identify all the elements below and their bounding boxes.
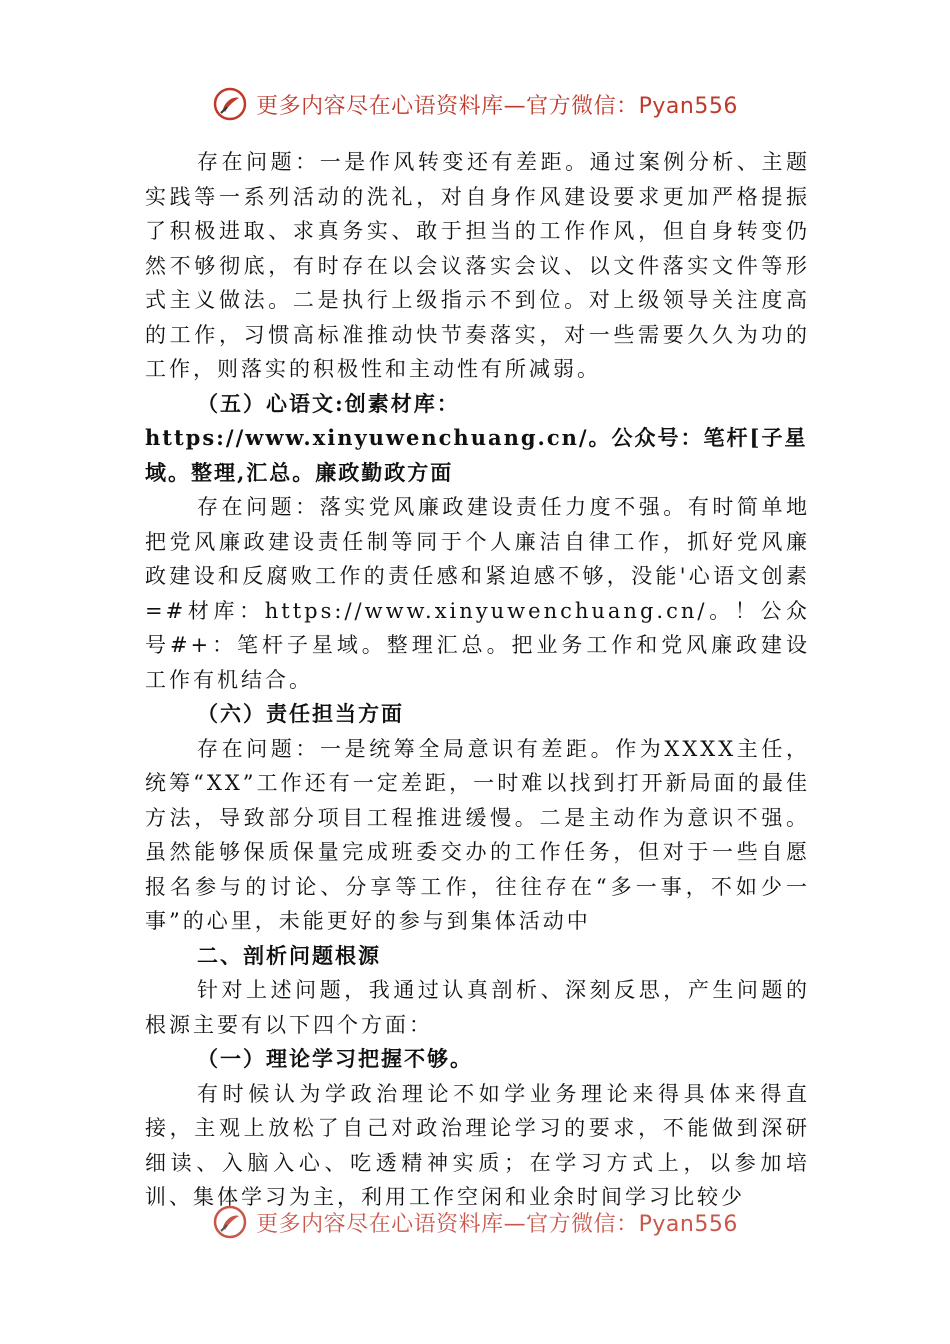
heading-integrity: （五）心语文:创素材库：https://www.xinyuwenchuang.cn/。公众号：笔杆[子星域。整理,汇总。廉政勤政方面 [145, 390, 808, 485]
heading-theory-study: （一）理论学习把握不够。 [197, 1046, 473, 1071]
paragraph-work-style: 存在问题：一是作风转变还有差距。通过案例分析、主题实践等一系列活动的洗礼，对自身作风建设要求更加严格提振了积极进取、求真务实、敢于担当的工作作风，但自身转变仍然不够彻底，有时存在以会议落实会议、以文件落实文件等形式主义做法。二是执行上级指示不到位。对上级领导关注度高的工作，习惯高标准推动快节奏落实，对一些需要久久为功的工作，则落实的积极性和主动性有所减弱。 [145, 150, 810, 381]
header-banner [0, 84, 950, 124]
paragraph-theory-study: 有时候认为学政治理论不如学业务理论来得具体来得直接，主观上放松了自己对政治理论学习的要求，不能做到深研细读、入脑入心、吃透精神实质；在学习方式上，以参加培训、集体学习为主，利用工作空闲和业余时间学习比较少 [145, 1081, 810, 1209]
paragraph-integrity: 存在问题：落实党风廉政建设责任力度不强。有时简单地把党风廉政建设责任制等同于个人廉洁自律工作，抓好党风廉政建设和反腐败工作的责任感和紧迫感不够，没能'心语文创素=#材库：https://www.xinyuwenchuang.cn/。！公众号#+：笔杆子星域。整理汇总。把业务工作和党风廉政建设工作有机结合。 [145, 495, 810, 692]
document-body [145, 145, 810, 1215]
footer-banner-text: 更多内容尽在心语资料库—官方微信：Pyan556 [256, 1211, 738, 1237]
heading-responsibility: （六）责任担当方面 [197, 701, 404, 726]
footer-banner [0, 1202, 950, 1242]
logo-icon [212, 1204, 248, 1240]
paragraph-responsibility: 存在问题：一是统筹全局意识有差距。作为XXXX主任，统筹“XX”工作还有一定差距，一时难以找到打开新局面的最佳方法，导致部分项目工程推进缓慢。二是主动作为意识不强。虽然能够保质保量完成班委交办的工作任务，但对于一些自愿报名参与的讨论、分享等工作，往往存在“多一事，不如少一事”的心里，未能更好的参与到集体活动中 [145, 736, 810, 933]
paragraph-root-causes-intro: 针对上述问题，我通过认真剖析、深刻反思，产生问题的根源主要有以下四个方面： [145, 978, 810, 1037]
logo-icon [212, 86, 248, 122]
section-title-root-causes: 二、剖析问题根源 [197, 943, 381, 968]
header-banner-text: 更多内容尽在心语资料库—官方微信：Pyan556 [256, 93, 738, 119]
